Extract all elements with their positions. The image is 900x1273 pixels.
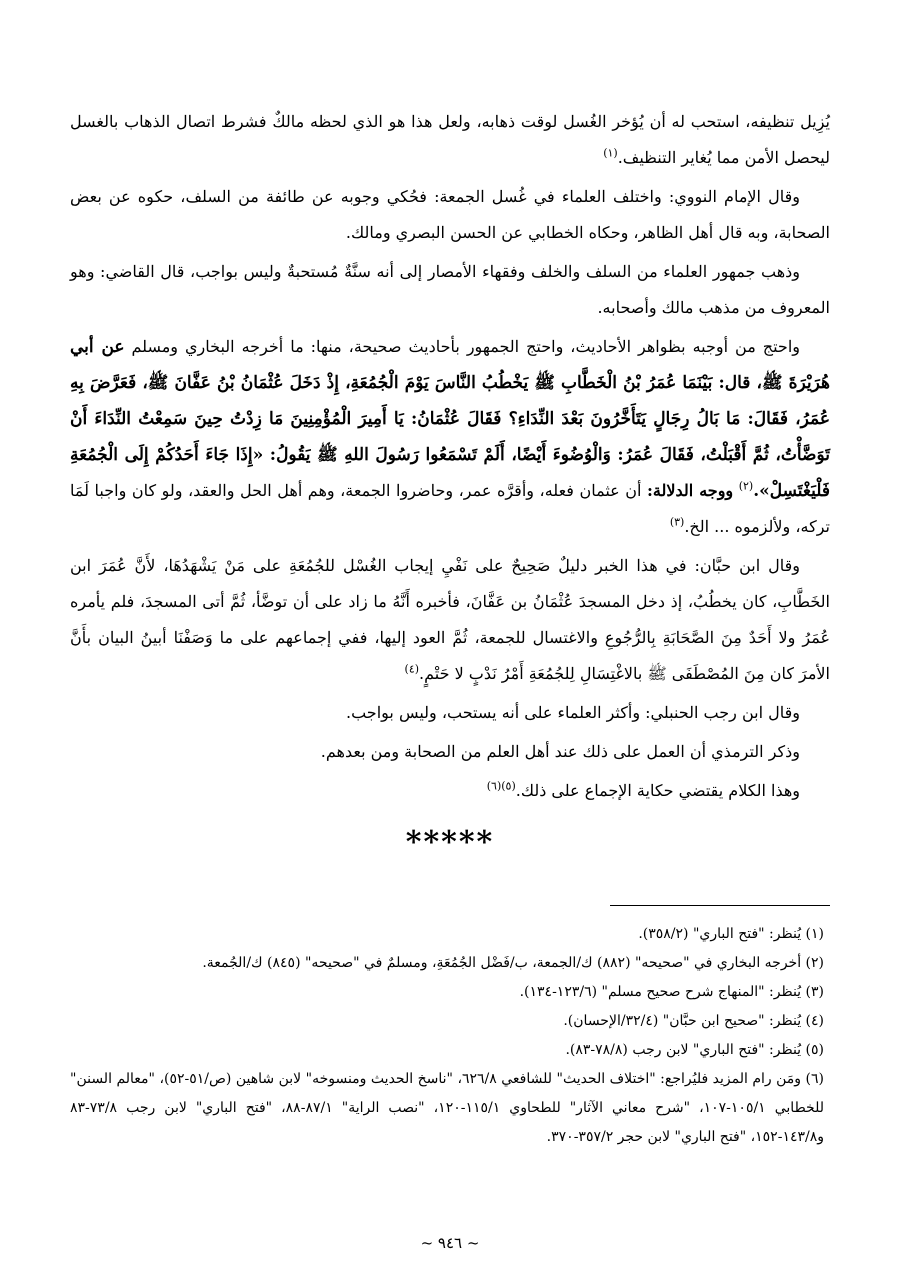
footnote-ref-5-6[interactable]: (٥)(٦) [486, 779, 516, 793]
footnote-ref-4[interactable]: (٤) [404, 662, 420, 676]
footnote-2: (٢) أخرجه البخاري في "صحيحه" (٨٨٢) ك/الجمعة، ب/فَضْل الجُمُعَةِ، ومسلمٌ في "صحيحه" (٨٤٥) ك/الجُمعة. [202, 955, 824, 971]
paragraph-6: وقال ابن رجب الحنبلي: وأكثر العلماء على أنه يستحب، وليس بواجب. [346, 703, 800, 722]
footnote-1: (١) يُنظر: "فتح الباري" (٣٥٨/٢). [638, 926, 824, 942]
evidence-label: ووجه الدلالة: [647, 481, 734, 500]
footnote-3: (٣) يُنظر: "المنهاج شرح صحيح مسلم" (١٢٣/٦-١٣٤). [519, 984, 824, 1000]
footnote-5: (٥) يُنظر: "فتح الباري" لابن رجب (٧٨/٨-٨٣). [565, 1042, 824, 1058]
page-body [70, 104, 830, 863]
footnote-6: (٦) ومَن رام المزيد فليُراجع: "اختلاف الحديث" للشافعي ٦٢٦/٨، "ناسخ الحديث ومنسوخه" لابن شاهين (ص/٥١-٥٢)، "معالم السنن" للخطابي ١٠٥/١-١٠٧، "شرح معاني الآثار" للطحاوي ١١٥/١-١٢٠، "نصب الراية" ٨٧/١-٨٨، "فتح الباري" لابن رجب ٧٣/٨-٨٣ و١٤٣/٨-١٥٢، "فتح الباري" لابن حجر ٣٥٧/٢-٣٧٠. [70, 1071, 824, 1145]
paragraph-5 [70, 548, 830, 692]
paragraph-8 [70, 773, 830, 809]
paragraph-1 [70, 104, 830, 176]
paragraph-4 [70, 329, 830, 545]
paragraph-8-text: وهذا الكلام يقتضي حكاية الإجماع على ذلك. [515, 781, 800, 800]
paragraph-1-text: يُزِيل تنظيفه، استحب له أن يُؤخر الغُسل لوقت ذهابه، ولعل هذا هو الذي لحظه مالكٌ فشرط اتصال الذهاب بالغسل ليحصل الأمن مما يُغاير التنظيف. [70, 112, 830, 167]
section-separator: ***** [405, 825, 495, 860]
footnote-ref-2[interactable]: (٢) [738, 479, 754, 493]
paragraph-5-text: وقال ابن حبَّان: في هذا الخبر دليلٌ صَحِيحٌ على نَفْيِ إيجاب الغُسْل للجُمُعَةِ على مَنْ يَشْهَدُهَا، لأَنَّ عُمَرَ ابن الخَطَّابِ، كان يخطُبُ، إذ دخل المسجدَ عُثْمَانُ بن عَفَّانَ، فأخبره أَنَّهُ ما زاد على أن توضَّأ، ثُمَّ أتى المسجدَ، فلم يأمره عُمَرُ ولا أَحَدٌ مِنَ الصَّحَابَةِ بِالرُّجُوعِ والاغتسال للجمعة، ثُمَّ العود إليها، ففي إجماعهم على ما وَصَفْنَا أبينُ البيان بأَنَّ الأمرَ كان مِنَ المُصْطَفَى ﷺ بالاغْتِسَالِ لِلجُمُعَةِ أَمْرُ نَدْبٍ لا حَتْمٍ. [70, 556, 830, 683]
paragraph-2: وقال الإمام النووي: واختلف العلماء في غُسل الجمعة: فحُكي وجوبه عن طائفة من السلف، حكوه عن بعض الصحابة، وبه قال أهل الظاهر، وحكاه الخطابي عن الحسن البصري ومالك. [70, 187, 830, 242]
paragraph-7: وذكر الترمذي أن العمل على ذلك عند أهل العلم من الصحابة ومن بعدهم. [320, 742, 800, 761]
footnote-4: (٤) يُنظر: "صحيح ابن حبَّان" (٣٢/٤/الإحسان). [563, 1013, 824, 1029]
footnotes-section [70, 905, 830, 1152]
paragraph-4-rest: أن عثمان فعله، وأقرَّه عمر، وحاضروا الجمعة، وهم أهل الحل والعقد، ولو كان واجبا لَمَا تركه، ولألزموه ... الخ. [70, 481, 830, 536]
hadith-quote: عن أبي هُرَيْرَةَ ﷺ، قال: بَيْنَمَا عُمَرُ بْنُ الْخَطَّابِ ﷺ يَخْطُبُ النَّاسَ يَوْمَ الْجُمُعَةِ، إِذْ دَخَلَ عُثْمَانُ بْنُ عَفَّانَ ﷺ، فَعَرَّضَ بِهِ عُمَرُ، فَقَالَ: مَا بَالُ رِجَالٍ يَتَأَخَّرُونَ بَعْدَ النِّدَاءِ؟ فَقَالَ عُثْمَانُ: يَا أَمِيرَ الْمُؤْمِنِينَ مَا زِدْتُ حِينَ سَمِعْتُ النِّدَاءَ أَنْ تَوَضَّأْتُ، ثُمَّ أَقْبَلْتُ، فَقَالَ عُمَرُ: وَالْوُضُوءَ أَيْضًا، أَلَمْ تَسْمَعُوا رَسُولَ اللهِ ﷺ يَقُولُ: «إِذَا جَاءَ أَحَدُكُمْ إِلَى الْجُمُعَةِ فَلْيَغْتَسِلْ». [70, 337, 831, 501]
footnote-ref-3[interactable]: (٣) [669, 515, 685, 529]
page-number: ~ ٩٤٦ ~ [420, 1234, 480, 1252]
footnote-divider [610, 905, 830, 906]
paragraph-3: وذهب جمهور العلماء من السلف والخلف وفقهاء الأمصار إلى أنه سنَّةٌ مُستحبةٌ وليس بواجب، قال القاضي: وهو المعروف من مذهب مالك وأصحابه. [70, 262, 830, 317]
footnote-ref-1[interactable]: (١) [603, 146, 618, 160]
paragraph-4-intro: واحتج من أوجبه بظواهر الأحاديث، واحتج الجمهور بأحاديث صحيحة، منها: ما أخرجه البخاري ومسلم [131, 337, 800, 356]
